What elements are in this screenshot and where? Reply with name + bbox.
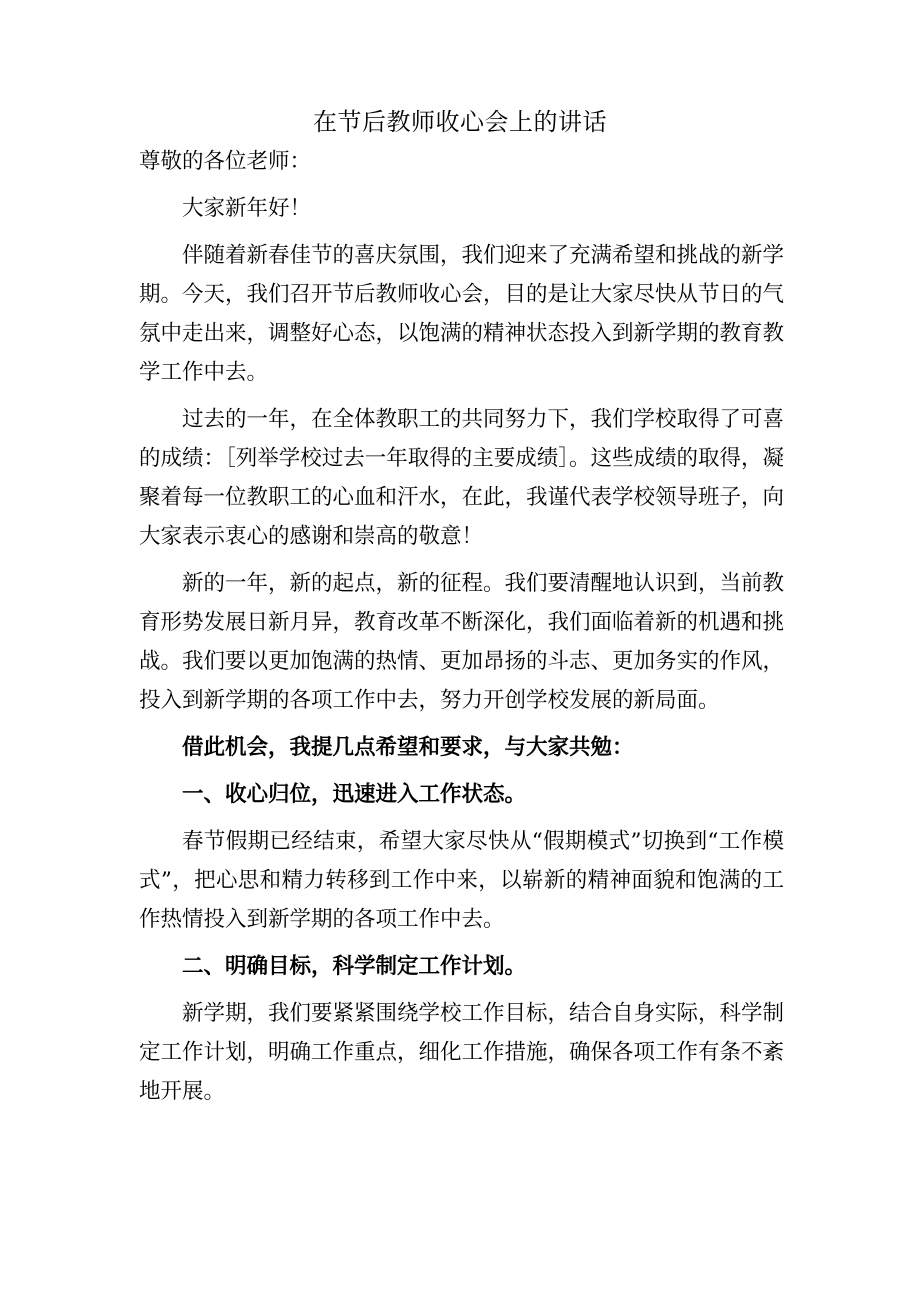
document-body xyxy=(139,142,784,1119)
paragraph-new-year: 新的一年，新的起点，新的征程。我们要清醒地认识到，当前教育形势发展日新月异，教育改革不断深化，我们面临着新的机遇和挑战。我们要以更加饱满的热情、更加昂扬的斗志、更加务实的作风，投入到新学期的各项工作中去，努力开创学校发展的新局面。 xyxy=(139,571,785,713)
intro-heading: 借此机会，我提几点希望和要求，与大家共勉： xyxy=(182,735,634,760)
salutation: 尊敬的各位老师： xyxy=(139,149,312,174)
greeting: 大家新年好！ xyxy=(182,196,312,221)
section-heading-2: 二、明确目标，科学制定工作计划。 xyxy=(182,954,527,979)
section-heading-1: 一、收心归位，迅速进入工作状态。 xyxy=(182,782,527,807)
section-body-2: 新学期，我们要紧紧围绕学校工作目标，结合自身实际，科学制定工作计划，明确工作重点，细化工作措施，确保各项工作有条不紊地开展。 xyxy=(139,1001,785,1104)
paragraph-achievements: 过去的一年，在全体教职工的共同努力下，我们学校取得了可喜的成绩：［列举学校过去一年取得的主要成绩］。这些成绩的取得，凝聚着每一位教职工的心血和汗水，在此，我谨代表学校领导班子，向大家表示衷心的感谢和崇高的敬意！ xyxy=(139,407,785,549)
document-title: 在节后教师收心会上的讲话 xyxy=(313,108,607,136)
paragraph-opening: 伴随着新春佳节的喜庆氛围，我们迎来了充满希望和挑战的新学期。今天，我们召开节后教师收心会，目的是让大家尽快从节日的气氛中走出来，调整好心态，以饱满的精神状态投入到新学期的教育教学工作中去。 xyxy=(139,243,785,385)
section-body-1: 春节假期已经结束，希望大家尽快从“假期模式”切换到“工作模式”，把心思和精力转移到工作中来，以崭新的精神面貌和饱满的工作热情投入到新学期的各项工作中去。 xyxy=(139,829,784,932)
